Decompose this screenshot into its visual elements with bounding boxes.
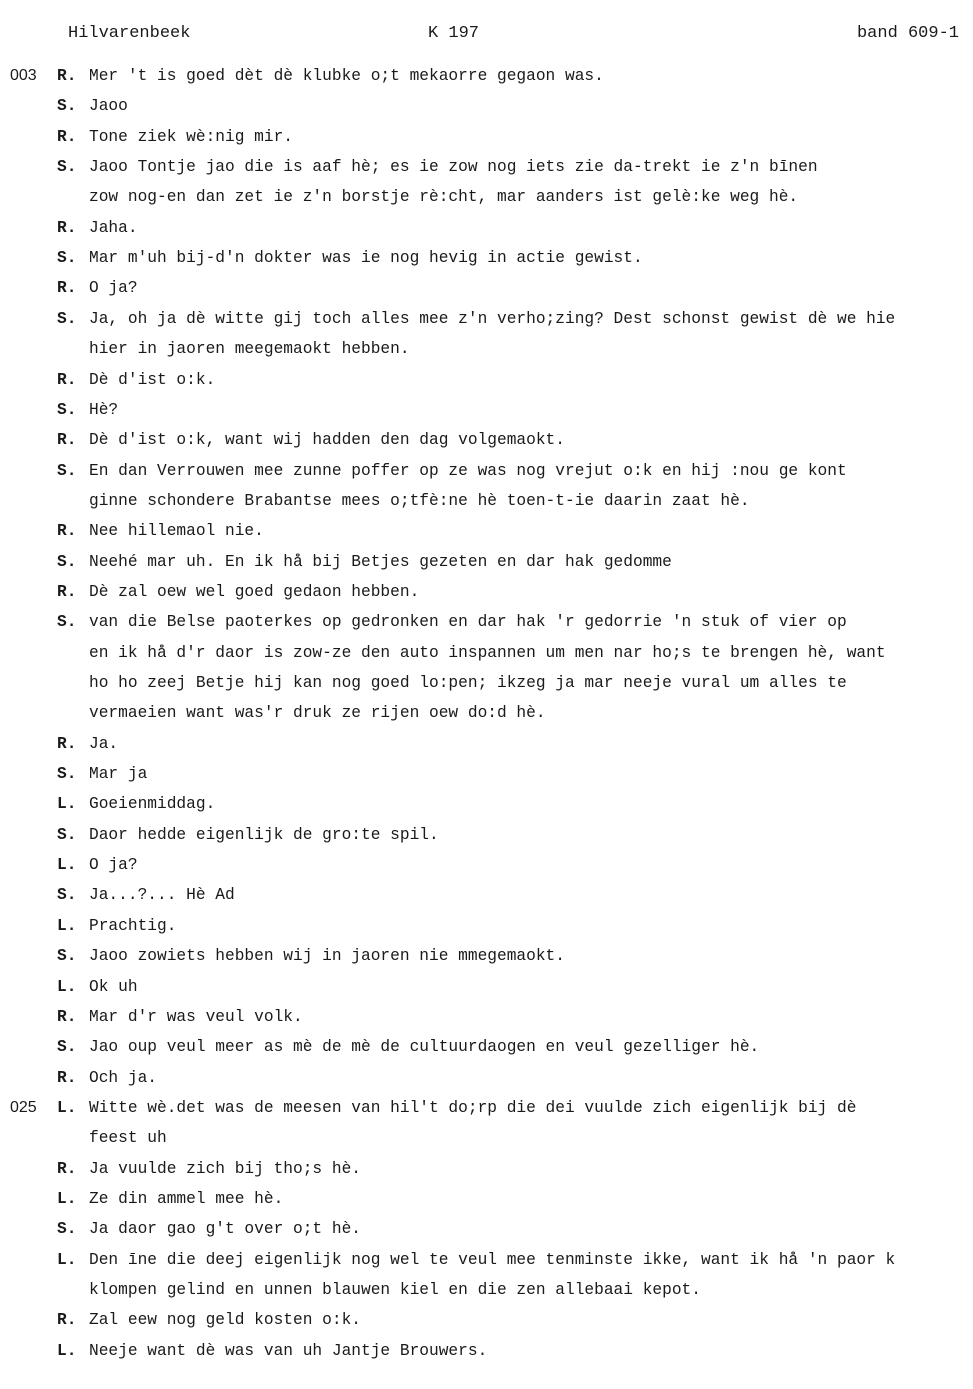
utterance-text: Jaoo zowiets hebben wij in jaoren nie mmegemaokt. <box>89 947 565 966</box>
utterance-text: Dè zal oew wel goed gedaon hebben. <box>89 582 420 601</box>
transcript-line <box>0 1126 973 1150</box>
speaker-label: R. <box>57 1007 77 1026</box>
transcript-line <box>0 1005 973 1029</box>
transcript-line <box>0 580 973 604</box>
utterance-text: Tone ziek wè:nig mir. <box>89 127 293 146</box>
speaker-label: S. <box>57 400 77 419</box>
speaker-label: S. <box>57 1220 77 1239</box>
transcript-line <box>0 155 973 179</box>
speaker-label: S. <box>57 886 77 905</box>
utterance-text: Ok uh <box>89 977 138 996</box>
speaker-label: S. <box>57 613 77 632</box>
speaker-label: L. <box>57 856 77 875</box>
utterance-text: Witte wè.det was de meesen van hil't do;rp die dei vuulde zich eigenlijk bij dè <box>89 1098 857 1117</box>
utterance-text: Jaoo Tontje jao die is aaf hè; es ie zow nog iets zie da-trekt ie z'n bīnen <box>89 158 818 177</box>
transcript-line <box>0 610 973 634</box>
utterance-text: Mar d'r was veul volk. <box>89 1007 303 1026</box>
transcript-line <box>0 671 973 695</box>
utterance-text: Jaha. <box>89 218 138 237</box>
speaker-label: S. <box>57 461 77 480</box>
speaker-label: S. <box>57 765 77 784</box>
speaker-label: R. <box>57 279 77 298</box>
utterance-text: Dè d'ist o:k. <box>89 370 216 389</box>
transcript-line <box>0 1187 973 1211</box>
transcript-line <box>0 489 973 513</box>
utterance-text: Daor hedde eigenlijk de gro:te spil. <box>89 825 439 844</box>
utterance-text: Mer 't is goed dèt dè klubke o;t mekaorre gegaon was. <box>89 67 604 85</box>
speaker-label: L. <box>57 916 77 935</box>
utterance-text: Neehé mar uh. En ik hå bij Betjes gezeten en dar hak gedomme <box>89 552 672 571</box>
speaker-label: L. <box>57 1098 77 1117</box>
utterance-text: En dan Verrouwen mee zunne poffer op ze was nog vrejut o:k en hij :nou ge kont <box>89 461 847 480</box>
transcript-line <box>0 1035 973 1059</box>
transcript-line <box>0 1278 973 1302</box>
speaker-label: R. <box>57 734 77 753</box>
transcript-line <box>0 550 973 574</box>
transcript-line <box>0 1248 973 1272</box>
transcript-line <box>0 1217 973 1241</box>
speaker-label: S. <box>57 947 77 966</box>
transcript-line <box>0 1308 973 1332</box>
speaker-label: R. <box>57 1159 77 1178</box>
utterance-text: Zal eew nog geld kosten o:k. <box>89 1311 361 1330</box>
transcript-line <box>0 1157 973 1181</box>
utterance-text: en ik hå d'r daor is zow-ze den auto inspannen um men nar ho;s te brengen hè, want <box>89 643 886 662</box>
speaker-label: R. <box>57 1311 77 1330</box>
transcript-line <box>0 276 973 300</box>
line-number: 025 <box>10 1098 37 1116</box>
transcript-line <box>0 914 973 938</box>
header-code: K 197 <box>428 24 480 43</box>
utterance-text: Mar m'uh bij-d'n dokter was ie nog hevig in actie gewist. <box>89 249 643 268</box>
speaker-label: R. <box>57 218 77 237</box>
utterance-text: ho ho zeej Betje hij kan nog goed lo:pen; ikzeg ja mar neeje vural um alles te <box>89 674 847 692</box>
transcript-line <box>0 216 973 240</box>
header-band: band 609-1 <box>856 24 959 43</box>
utterance-text: Goeienmiddag. <box>89 795 216 814</box>
utterance-text: Prachtig. <box>89 916 177 935</box>
utterance-text: Ja...?... Hè Ad <box>89 886 235 905</box>
utterance-text: Nee hillemaol nie. <box>89 522 264 541</box>
transcript-line <box>0 307 973 331</box>
speaker-label: S. <box>57 825 77 844</box>
utterance-text: Mar ja <box>89 765 148 784</box>
utterance-text: Och ja. <box>89 1068 157 1087</box>
transcript-line <box>0 1339 973 1363</box>
speaker-label: L. <box>57 1341 77 1360</box>
transcript-line <box>0 792 973 816</box>
transcript-line <box>0 125 973 149</box>
line-number: 003 <box>10 67 37 84</box>
header-location: Hilvarenbeek <box>68 24 191 43</box>
transcript-line <box>0 1066 973 1090</box>
transcript-line <box>0 641 973 665</box>
transcript-line <box>0 246 973 270</box>
utterance-text: vermaeien want was'r druk ze rijen oew do:d hè. <box>89 704 546 723</box>
utterance-text: Ja daor gao g't over o;t hè. <box>89 1220 361 1239</box>
speaker-label: L. <box>57 1189 77 1208</box>
transcript-line <box>0 94 973 118</box>
utterance-text: O ja? <box>89 856 138 875</box>
transcript-line <box>0 701 973 725</box>
transcript-line <box>0 975 973 999</box>
transcript-line <box>0 368 973 392</box>
transcript-line <box>0 337 973 361</box>
utterance-text: hier in jaoren meegemaokt hebben. <box>89 340 410 359</box>
utterance-text: Neeje want dè was van uh Jantje Brouwers. <box>89 1341 488 1360</box>
utterance-text: zow nog-en dan zet ie z'n borstje rè:cht, mar aanders ist gelè:ke weg hè. <box>89 188 799 207</box>
transcript-line <box>0 732 973 756</box>
transcript-line <box>0 519 973 543</box>
utterance-text: Ja, oh ja dè witte gij toch alles mee z'n verho;zing? Dest schonst gewist dè we hie <box>89 309 896 328</box>
transcript-line <box>0 883 973 907</box>
transcript-line <box>0 823 973 847</box>
utterance-text: Dè d'ist o:k, want wij hadden den dag volgemaokt. <box>89 431 565 450</box>
utterance-text: van die Belse paoterkes op gedronken en dar hak 'r gedorrie 'n stuk of vier op <box>89 613 847 632</box>
transcript-line <box>0 64 973 88</box>
speaker-label: S. <box>57 97 77 116</box>
speaker-label: S. <box>57 552 77 571</box>
utterance-text: Hè? <box>89 400 119 419</box>
speaker-label: S. <box>57 249 77 268</box>
speaker-label: S. <box>57 1038 77 1057</box>
utterance-text: Jao oup veul meer as mè de mè de cultuurdaogen en veul gezelliger hè. <box>89 1038 760 1057</box>
transcript-line <box>0 853 973 877</box>
speaker-label: L. <box>57 795 77 814</box>
speaker-label: R. <box>57 67 77 85</box>
speaker-label: L. <box>57 977 77 996</box>
utterance-text: klompen gelind en unnen blauwen kiel en die zen allebaai kepot. <box>89 1281 701 1299</box>
transcript-line <box>0 1096 973 1120</box>
utterance-text: Ja. <box>89 734 119 753</box>
utterance-text: feest uh <box>89 1129 167 1148</box>
speaker-label: R. <box>57 582 77 601</box>
speaker-label: L. <box>57 1250 77 1269</box>
utterance-text: Ja vuulde zich bij tho;s hè. <box>89 1159 361 1178</box>
speaker-label: R. <box>57 370 77 389</box>
speaker-label: R. <box>57 522 77 541</box>
speaker-label: R. <box>57 127 77 146</box>
transcript-line <box>0 762 973 786</box>
transcript-line <box>0 944 973 968</box>
transcript-line <box>0 428 973 452</box>
transcript-line <box>0 185 973 209</box>
transcript-line <box>0 459 973 483</box>
utterance-text: O ja? <box>89 279 138 298</box>
utterance-text: Den īne die deej eigenlijk nog wel te veul mee tenminste ikke, want ik hå 'n paor k <box>89 1250 896 1269</box>
utterance-text: Jaoo <box>89 97 128 116</box>
speaker-label: S. <box>57 309 77 328</box>
speaker-label: R. <box>57 1068 77 1087</box>
transcript-line <box>0 398 973 422</box>
speaker-label: R. <box>57 431 77 450</box>
utterance-text: Ze din ammel mee hè. <box>89 1189 284 1208</box>
speaker-label: S. <box>57 158 77 177</box>
utterance-text: ginne schondere Brabantse mees o;tfè:ne hè toen-t-ie daarin zaat hè. <box>89 491 750 510</box>
